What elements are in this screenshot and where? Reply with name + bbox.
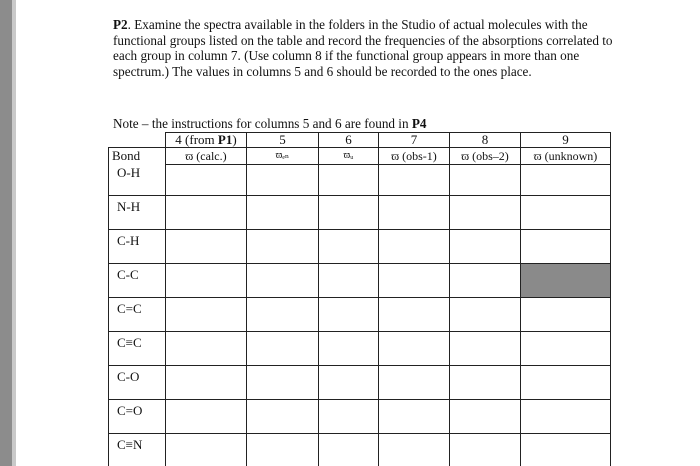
problem-text: . Examine the spectra available in the folders in the Studio of actual molecules with the functional groups listed on the table and record the frequencies of the absorptions correlated to each group in column 7. (Use column 8 if the functional group appears in more than one spectrum.) The values in columns 5 and 6 should be recorded to the ones place. — [113, 17, 613, 79]
calc-header: ϖ (calc.) — [166, 148, 247, 165]
cell-mu[interactable] — [319, 400, 379, 434]
mu-header: ϖᵤ — [319, 148, 379, 165]
cell-obs2[interactable] — [450, 400, 521, 434]
col9-number: 9 — [521, 133, 611, 148]
note-line — [113, 116, 427, 131]
bond-label: C-H — [109, 230, 166, 264]
obs1-header: ϖ (obs-1) — [379, 148, 450, 165]
col7-number: 7 — [379, 133, 450, 148]
bond-label: C=C — [109, 298, 166, 332]
cell-mu[interactable] — [319, 165, 379, 196]
col5-number: 5 — [247, 133, 319, 148]
cell-calc[interactable] — [166, 264, 247, 298]
bond-label: C-O — [109, 366, 166, 400]
cell-mu[interactable] — [319, 264, 379, 298]
table-row — [109, 230, 611, 264]
cell-calc[interactable] — [166, 332, 247, 366]
cell-unknown[interactable] — [521, 298, 611, 332]
cell-obs2[interactable] — [450, 230, 521, 264]
cell-obs2[interactable] — [450, 165, 521, 196]
cell-en[interactable] — [247, 196, 319, 230]
cell-obs1[interactable] — [379, 434, 450, 466]
note-ref: P4 — [411, 116, 427, 131]
cell-mu[interactable] — [319, 332, 379, 366]
cell-obs1[interactable] — [379, 298, 450, 332]
unknown-header: ϖ (unknown) — [521, 148, 611, 165]
cell-obs2[interactable] — [450, 434, 521, 466]
cell-obs1[interactable] — [379, 264, 450, 298]
note-text: Note – the instructions for columns 5 and 6 are found in — [113, 116, 412, 131]
corner-cell — [109, 133, 166, 148]
cell-unknown[interactable] — [521, 400, 611, 434]
cell-unknown[interactable] — [521, 366, 611, 400]
problem-label: P2 — [113, 17, 128, 32]
en-header: ϖₑₙ — [247, 148, 319, 165]
cell-en[interactable] — [247, 434, 319, 466]
cell-calc[interactable] — [166, 400, 247, 434]
cell-obs1[interactable] — [379, 332, 450, 366]
cell-obs1[interactable] — [379, 400, 450, 434]
cell-en[interactable] — [247, 230, 319, 264]
cell-unknown-shaded — [521, 264, 611, 298]
bond-label: N-H — [109, 196, 166, 230]
cell-obs1[interactable] — [379, 196, 450, 230]
obs2-header: ϖ (obs–2) — [450, 148, 521, 165]
cell-unknown[interactable] — [521, 434, 611, 466]
table-row — [109, 366, 611, 400]
cell-obs2[interactable] — [450, 332, 521, 366]
col8-number: 8 — [450, 133, 521, 148]
column-number-row — [109, 133, 611, 148]
table-row — [109, 196, 611, 230]
table-row — [109, 400, 611, 434]
cell-obs2[interactable] — [450, 196, 521, 230]
table-row — [109, 434, 611, 466]
spectra-table — [108, 132, 611, 466]
cell-calc[interactable] — [166, 196, 247, 230]
bond-header: Bond — [109, 148, 166, 165]
cell-obs1[interactable] — [379, 230, 450, 264]
table-row — [109, 332, 611, 366]
cell-en[interactable] — [247, 298, 319, 332]
cell-en[interactable] — [247, 366, 319, 400]
left-edge-strip — [0, 0, 12, 466]
col6-number: 6 — [319, 133, 379, 148]
bond-label: C=O — [109, 400, 166, 434]
cell-calc[interactable] — [166, 366, 247, 400]
bond-label: C≡N — [109, 434, 166, 466]
cell-mu[interactable] — [319, 196, 379, 230]
cell-en[interactable] — [247, 332, 319, 366]
cell-calc[interactable] — [166, 165, 247, 196]
cell-calc[interactable] — [166, 230, 247, 264]
cell-calc[interactable] — [166, 298, 247, 332]
cell-en[interactable] — [247, 165, 319, 196]
cell-obs1[interactable] — [379, 366, 450, 400]
cell-obs1[interactable] — [379, 165, 450, 196]
table-row — [109, 165, 611, 196]
header-row — [109, 148, 611, 165]
cell-unknown[interactable] — [521, 332, 611, 366]
bond-label: C≡C — [109, 332, 166, 366]
cell-calc[interactable] — [166, 434, 247, 466]
table-row — [109, 264, 611, 298]
cell-en[interactable] — [247, 264, 319, 298]
bond-label: C-C — [109, 264, 166, 298]
bond-label: O-H — [109, 165, 166, 196]
cell-obs2[interactable] — [450, 298, 521, 332]
col4-number: 4 (from P1) — [166, 133, 247, 148]
cell-mu[interactable] — [319, 230, 379, 264]
cell-unknown[interactable] — [521, 230, 611, 264]
problem-statement — [113, 17, 613, 79]
cell-mu[interactable] — [319, 298, 379, 332]
table-row — [109, 298, 611, 332]
cell-obs2[interactable] — [450, 366, 521, 400]
cell-obs2[interactable] — [450, 264, 521, 298]
cell-mu[interactable] — [319, 366, 379, 400]
cell-unknown[interactable] — [521, 165, 611, 196]
cell-en[interactable] — [247, 400, 319, 434]
cell-mu[interactable] — [319, 434, 379, 466]
cell-unknown[interactable] — [521, 196, 611, 230]
left-edge-shadow — [12, 0, 16, 466]
